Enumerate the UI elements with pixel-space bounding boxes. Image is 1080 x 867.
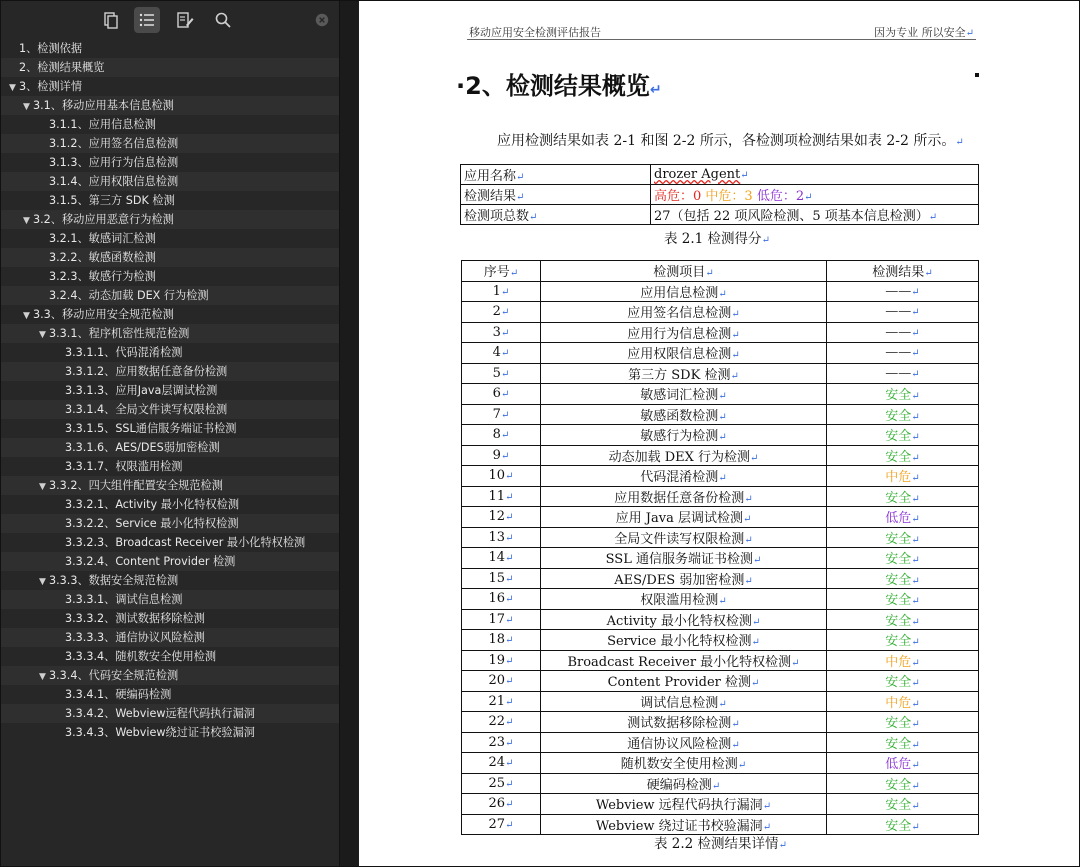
row-number: 6↵: [462, 384, 541, 405]
total-label: 检测项总数↵: [461, 205, 651, 225]
row-item: 随机数安全使用检测↵: [541, 753, 827, 774]
outline-item-label: 3.3.1.2、应用数据任意备份检测: [65, 365, 228, 378]
document-page: [359, 1, 1079, 866]
row-result: ——↵: [827, 343, 979, 364]
outline-item[interactable]: [1, 685, 339, 704]
col-header-item: 检测项目↵: [541, 261, 827, 282]
row-item: 应用 Java 层调试检测↵: [541, 507, 827, 528]
table-row: [462, 507, 979, 528]
intro-text: 应用检测结果如表 2-1 和图 2-2 所示，各检测项检测结果如表 2-2 所示。: [497, 133, 956, 149]
outline-item-label: 2、检测结果概览: [19, 61, 105, 74]
row-result: 安全↵: [827, 712, 979, 733]
row-number: 19↵: [462, 650, 541, 671]
close-sidebar-button[interactable]: [312, 7, 332, 33]
outline-item[interactable]: [1, 590, 339, 609]
section-title-text: ·2、检测结果概览: [456, 72, 650, 100]
row-item: 动态加载 DEX 行为检测↵: [541, 445, 827, 466]
row-number: 5↵: [462, 363, 541, 384]
table-row: [462, 527, 979, 548]
row-number: 24↵: [462, 753, 541, 774]
row-result: 安全↵: [827, 814, 979, 835]
table-row: [462, 466, 979, 487]
paragraph-mark-icon: ↵: [955, 137, 964, 148]
row-result: 安全↵: [827, 671, 979, 692]
outline-item[interactable]: [1, 533, 339, 552]
disclosure-triangle-icon[interactable]: ▼: [23, 311, 30, 321]
row-result: 低危↵: [827, 507, 979, 528]
outline-item-label: 3.3.3.2、测试数据移除检测: [65, 612, 205, 625]
row-result: 中危↵: [827, 650, 979, 671]
row-number: 8↵: [462, 425, 541, 446]
col-header-result: 检测结果↵: [827, 261, 979, 282]
table-row: [462, 343, 979, 364]
table-row: [462, 712, 979, 733]
table-row: [462, 302, 979, 323]
outline-item-label: 3.3.1.5、SSL通信服务端证书检测: [65, 422, 237, 435]
row-number: 13↵: [462, 527, 541, 548]
disclosure-triangle-icon[interactable]: ▼: [39, 482, 46, 492]
outline-item[interactable]: [1, 647, 339, 666]
table-row: [462, 753, 979, 774]
outline-item-label: 3.3.3、数据安全规范检测: [49, 574, 179, 587]
row-item: 代码混淆检测↵: [541, 466, 827, 487]
low-count: 低危：2: [756, 189, 805, 204]
row-number: 20↵: [462, 671, 541, 692]
outline-item-label: 3.3.1.7、权限滥用检测: [65, 460, 183, 473]
outline-item[interactable]: [1, 115, 339, 134]
outline-item[interactable]: [1, 666, 339, 685]
outline-item-label: 1、检测依据: [19, 42, 83, 55]
header-right-text: 因为专业 所以安全: [874, 26, 966, 39]
outline-item[interactable]: [1, 153, 339, 172]
row-item: Webview 远程代码执行漏洞↵: [541, 794, 827, 815]
row-item: 权限滥用检测↵: [541, 589, 827, 610]
outline-item[interactable]: [1, 39, 339, 58]
outline-item[interactable]: [1, 362, 339, 381]
row-result: 安全↵: [827, 384, 979, 405]
outline-item[interactable]: [1, 514, 339, 533]
search-button[interactable]: [210, 7, 236, 33]
row-result: 安全↵: [827, 568, 979, 589]
row-item: 应用行为信息检测↵: [541, 322, 827, 343]
table-row: [462, 568, 979, 589]
outline-item[interactable]: [1, 476, 339, 495]
outline-item-label: 3.3.1.3、应用Java层调试检测: [65, 384, 218, 397]
outline-item[interactable]: [1, 324, 339, 343]
table-caption-1: 表 2.1 检测得分↵: [664, 231, 770, 247]
table-row: [462, 404, 979, 425]
outline-item-label: 3.3.1.4、全局文件读写权限检测: [65, 403, 228, 416]
row-number: 4↵: [462, 343, 541, 364]
table-row: [461, 205, 979, 225]
outline-icon: [138, 11, 156, 29]
outline-item-label: 3.2.3、敏感行为检测: [49, 270, 156, 283]
disclosure-triangle-icon[interactable]: ▼: [39, 577, 46, 587]
outline-item[interactable]: [1, 438, 339, 457]
row-result: 安全↵: [827, 609, 979, 630]
table-row: [462, 773, 979, 794]
summary-table: [460, 164, 979, 225]
row-number: 14↵: [462, 548, 541, 569]
disclosure-triangle-icon[interactable]: ▼: [23, 102, 30, 112]
outline-item[interactable]: [1, 419, 339, 438]
table-row: [462, 589, 979, 610]
row-number: 21↵: [462, 691, 541, 712]
result-label: 检测结果↵: [461, 185, 651, 205]
outline-item[interactable]: [1, 704, 339, 723]
outline-item[interactable]: [1, 96, 339, 115]
table-row: [461, 185, 979, 205]
row-number: 7↵: [462, 404, 541, 425]
table-row: [462, 363, 979, 384]
sidebar: [1, 1, 340, 866]
outline-item-label: 3.3、移动应用安全规范检测: [33, 308, 174, 321]
outline-item[interactable]: [1, 571, 339, 590]
outline-item-label: 3.3.4.2、Webview远程代码执行漏洞: [65, 707, 255, 720]
row-number: 3↵: [462, 322, 541, 343]
outline-item-label: 3.2.4、动态加载 DEX 行为检测: [49, 289, 209, 302]
table-row: [462, 445, 979, 466]
row-item: 敏感函数检测↵: [541, 404, 827, 425]
outline-item[interactable]: [1, 400, 339, 419]
outline-item-label: 3.3.2.1、Activity 最小化特权检测: [65, 498, 240, 511]
outline-item[interactable]: [1, 457, 339, 476]
bullet-mark: [975, 73, 979, 77]
table-row: [462, 732, 979, 753]
paragraph-mark-icon: ↵: [649, 82, 662, 98]
close-icon: [315, 13, 329, 27]
outline-item-label: 3.3.3.1、调试信息检测: [65, 593, 183, 606]
table-row: [462, 671, 979, 692]
outline-item[interactable]: [1, 609, 339, 628]
row-number: 25↵: [462, 773, 541, 794]
row-item: 应用信息检测↵: [541, 281, 827, 302]
row-item: Broadcast Receiver 最小化特权检测↵: [541, 650, 827, 671]
outline-item[interactable]: [1, 723, 339, 742]
outline-item-label: 3.3.1.1、代码混淆检测: [65, 346, 183, 359]
outline-item-label: 3、检测详情: [19, 80, 83, 93]
row-result: 安全↵: [827, 486, 979, 507]
table-row: [462, 650, 979, 671]
row-item: 测试数据移除检测↵: [541, 712, 827, 733]
outline-item[interactable]: [1, 305, 339, 324]
row-item: SSL 通信服务端证书检测↵: [541, 548, 827, 569]
outline-item[interactable]: [1, 267, 339, 286]
sidebar-divider[interactable]: [340, 1, 358, 866]
intro-paragraph: [497, 130, 964, 150]
row-result: 中危↵: [827, 691, 979, 712]
row-result: 安全↵: [827, 548, 979, 569]
row-item: Service 最小化特权检测↵: [541, 630, 827, 651]
row-result: 低危↵: [827, 753, 979, 774]
high-count: 高危：0: [654, 189, 702, 204]
outline-item-label: 3.3.4、代码安全规范检测: [49, 669, 179, 682]
paragraph-mark-icon: ↵: [965, 28, 974, 39]
row-number: 27↵: [462, 814, 541, 835]
table-row: [462, 691, 979, 712]
result-value: 高危：0 中危：3 低危：2↵: [651, 185, 979, 205]
disclosure-triangle-icon[interactable]: ▼: [39, 672, 46, 682]
outline-item-label: 3.1.4、应用权限信息检测: [49, 175, 179, 188]
total-value: 27（包括 22 项风险检测、5 项基本信息检测）↵: [651, 205, 979, 225]
row-result: 安全↵: [827, 589, 979, 610]
table-row: [462, 486, 979, 507]
row-number: 12↵: [462, 507, 541, 528]
row-result: ——↵: [827, 302, 979, 323]
row-item: Webview 绕过证书校验漏洞↵: [541, 814, 827, 835]
app-name-value: drozer Agent↵: [651, 165, 979, 185]
outline-item[interactable]: [1, 495, 339, 514]
row-item: 调试信息检测↵: [541, 691, 827, 712]
app-name-label: 应用名称↵: [461, 165, 651, 185]
row-result: 安全↵: [827, 773, 979, 794]
row-item: 敏感行为检测↵: [541, 425, 827, 446]
outline-item-label: 3.3.2.4、Content Provider 检测: [65, 555, 236, 568]
row-item: 应用数据任意备份检测↵: [541, 486, 827, 507]
table-row: [462, 281, 979, 302]
row-number: 17↵: [462, 609, 541, 630]
outline-item[interactable]: [1, 381, 339, 400]
row-result: ——↵: [827, 322, 979, 343]
table-row: [462, 548, 979, 569]
row-number: 26↵: [462, 794, 541, 815]
outline-button[interactable]: [134, 7, 160, 33]
outline-item[interactable]: [1, 229, 339, 248]
disclosure-triangle-icon[interactable]: ▼: [39, 330, 46, 340]
row-result: 安全↵: [827, 630, 979, 651]
outline-item[interactable]: [1, 191, 339, 210]
outline-item-label: 3.1.2、应用签名信息检测: [49, 137, 179, 150]
annotate-icon: [176, 11, 194, 29]
outline-item-label: 3.3.4.3、Webview绕过证书校验漏洞: [65, 726, 255, 739]
outline-item-label: 3.3.2.3、Broadcast Receiver 最小化特权检测: [65, 536, 306, 549]
table-row: [461, 165, 979, 185]
row-number: 18↵: [462, 630, 541, 651]
outline-item[interactable]: [1, 343, 339, 362]
outline-item[interactable]: [1, 172, 339, 191]
row-result: ——↵: [827, 363, 979, 384]
row-result: 安全↵: [827, 445, 979, 466]
row-item: 第三方 SDK 检测↵: [541, 363, 827, 384]
page-header-right: [874, 24, 974, 40]
outline-item[interactable]: [1, 248, 339, 267]
disclosure-triangle-icon[interactable]: ▼: [23, 216, 30, 226]
disclosure-triangle-icon[interactable]: ▼: [9, 83, 16, 93]
row-item: 敏感词汇检测↵: [541, 384, 827, 405]
outline-item-label: 3.3.2、四大组件配置安全规范检测: [49, 479, 223, 492]
row-number: 9↵: [462, 445, 541, 466]
outline-item[interactable]: [1, 286, 339, 305]
outline-item[interactable]: [1, 58, 339, 77]
row-number: 22↵: [462, 712, 541, 733]
annotations-button[interactable]: [172, 7, 198, 33]
outline-item-label: 3.3.3.4、随机数安全使用检测: [65, 650, 217, 663]
row-result: 中危↵: [827, 466, 979, 487]
outline-item-label: 3.2.1、敏感词汇检测: [49, 232, 156, 245]
table-row: [462, 794, 979, 815]
outline-item-label: 3.1.1、应用信息检测: [49, 118, 156, 131]
row-result: 安全↵: [827, 732, 979, 753]
row-item: 应用权限信息检测↵: [541, 343, 827, 364]
outline-item-label: 3.3.4.1、硬编码检测: [65, 688, 172, 701]
table-row: [462, 425, 979, 446]
table-row: [462, 384, 979, 405]
outline-item[interactable]: [1, 210, 339, 229]
row-number: 10↵: [462, 466, 541, 487]
outline-item-label: 3.2、移动应用恶意行为检测: [33, 213, 174, 226]
table-row: [462, 609, 979, 630]
outline-list: [1, 39, 339, 742]
detail-table: [461, 260, 979, 835]
row-item: Content Provider 检测↵: [541, 671, 827, 692]
outline-item-label: 3.3.1、程序机密性规范检测: [49, 327, 190, 340]
outline-item-label: 3.1.3、应用行为信息检测: [49, 156, 179, 169]
outline-item-label: 3.2.2、敏感函数检测: [49, 251, 156, 264]
pages-icon: [102, 11, 120, 29]
outline-item-label: 3.3.1.6、AES/DES弱加密检测: [65, 441, 220, 454]
row-result: 安全↵: [827, 794, 979, 815]
row-result: 安全↵: [827, 404, 979, 425]
table-caption-2: 表 2.2 检测结果详情↵: [654, 836, 787, 852]
outline-item-label: 3.3.2.2、Service 最小化特权检测: [65, 517, 239, 530]
row-number: 1↵: [462, 281, 541, 302]
thumbnails-button[interactable]: [98, 7, 124, 33]
table-header-row: [462, 261, 979, 282]
row-result: 安全↵: [827, 425, 979, 446]
row-number: 2↵: [462, 302, 541, 323]
header-rule: [467, 39, 976, 40]
row-item: 全局文件读写权限检测↵: [541, 527, 827, 548]
table-row: [462, 322, 979, 343]
outline-item[interactable]: [1, 552, 339, 571]
sidebar-toolbar: [1, 1, 339, 39]
row-number: 23↵: [462, 732, 541, 753]
mid-count: 中危：3: [705, 189, 753, 204]
row-number: 16↵: [462, 589, 541, 610]
row-number: 15↵: [462, 568, 541, 589]
col-header-no: 序号↵: [462, 261, 541, 282]
outline-item[interactable]: [1, 77, 339, 96]
row-item: 应用签名信息检测↵: [541, 302, 827, 323]
page-header-left: 移动应用安全检测评估报告: [469, 26, 601, 39]
row-result: ——↵: [827, 281, 979, 302]
row-item: AES/DES 弱加密检测↵: [541, 568, 827, 589]
row-item: Activity 最小化特权检测↵: [541, 609, 827, 630]
section-title: [456, 66, 662, 101]
row-result: 安全↵: [827, 527, 979, 548]
outline-item-label: 3.1.5、第三方 SDK 检测: [49, 194, 175, 207]
outline-item-label: 3.3.3.3、通信协议风险检测: [65, 631, 205, 644]
outline-item[interactable]: [1, 628, 339, 647]
row-number: 11↵: [462, 486, 541, 507]
search-icon: [214, 11, 232, 29]
outline-item[interactable]: [1, 134, 339, 153]
outline-item-label: 3.1、移动应用基本信息检测: [33, 99, 174, 112]
row-item: 通信协议风险检测↵: [541, 732, 827, 753]
row-item: 硬编码检测↵: [541, 773, 827, 794]
table-row: [462, 630, 979, 651]
